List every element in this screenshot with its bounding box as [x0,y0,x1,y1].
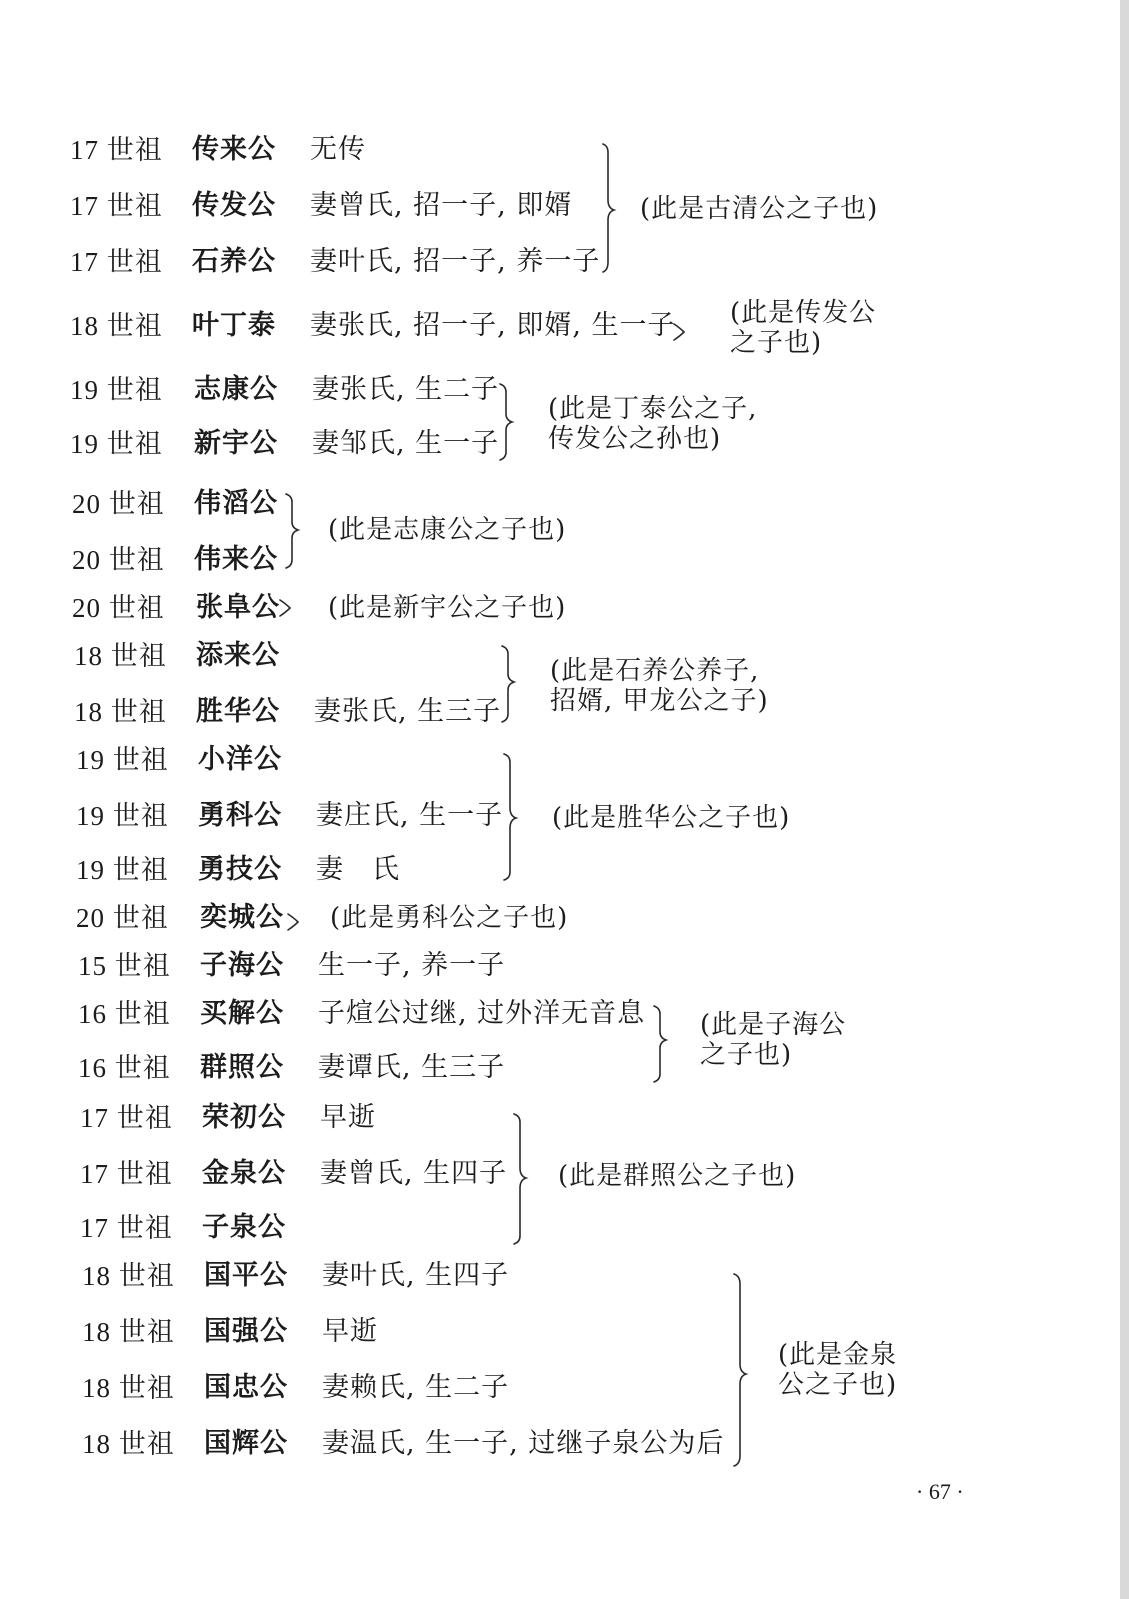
generation-label: 18 世祖 [74,641,167,671]
note [778,1340,897,1400]
generation-label: 16 世祖 [78,999,171,1029]
ancestor-name: 石养公 [192,246,276,277]
generation-label: 20 世祖 [72,593,165,623]
generation-label: 16 世祖 [78,1053,171,1083]
note-line: (此是新宇公之子也) [328,593,567,623]
generation-label: 19 世祖 [70,429,163,459]
row-detail: 妻谭氏, 生三子 [318,1052,506,1083]
row-detail: 妻曾氏, 生四子 [320,1158,508,1189]
note-line: 之子也) [730,328,823,358]
generation-label: 20 世祖 [76,903,169,933]
generation-label: 19 世祖 [76,745,169,775]
generation-label: 18 世祖 [82,1317,175,1347]
ancestor-name: 勇科公 [198,800,282,831]
note [550,656,769,716]
group-brace [654,1006,666,1082]
row-detail: 生一子, 养一子 [318,950,506,981]
generation-label: 15 世祖 [78,951,171,981]
ancestor-name: 小洋公 [198,744,282,775]
note [640,193,878,225]
row-detail: 妻赖氏, 生二子 [322,1372,510,1403]
ancestor-name: 张阜公 [196,592,280,623]
note-line: 招婿, 甲龙公之子) [550,686,769,716]
note [328,514,566,546]
row-detail: 妻叶氏, 生四子 [322,1260,510,1291]
ancestor-name: 子海公 [200,950,284,981]
ancestor-name: 买解公 [200,998,284,1029]
ancestor-name: 新宇公 [194,428,278,459]
group-brace [502,646,514,722]
generation-label: 18 世祖 [74,697,167,727]
note [548,394,757,454]
row-detail: 妻曾氏, 招一子, 即婿 [310,190,573,221]
row-detail: 无传 [310,134,366,165]
note-line: 传发公之孙也) [548,424,722,454]
note [330,902,568,934]
generation-label: 18 世祖 [82,1429,175,1459]
group-brace [286,494,298,568]
note-line: (此是石养公养子, [550,656,760,686]
note-line: 公之子也) [778,1370,898,1400]
note-line: (此是丁泰公之子, [548,394,758,424]
generation-label: 17 世祖 [80,1159,173,1189]
generation-label: 18 世祖 [82,1261,175,1291]
ancestor-name: 伟来公 [194,544,278,575]
note [328,592,566,624]
generation-label: 17 世祖 [70,247,163,277]
row-detail: 妻邹氏, 生一子 [312,428,500,459]
row-detail: 早逝 [320,1102,376,1133]
ancestor-name: 国平公 [204,1260,288,1291]
generation-label: 19 世祖 [76,855,169,885]
ancestor-name: 奕城公 [200,902,284,933]
note-line: (此是勇科公之子也) [330,903,569,933]
note-line: (此是金泉 [778,1340,898,1370]
note [552,802,790,834]
row-detail: 妻温氏, 生一子, 过继子泉公为后 [322,1428,725,1459]
ancestor-name: 群照公 [200,1052,284,1083]
ancestor-name: 伟滔公 [194,488,278,519]
row-detail: 子煊公过继, 过外洋无音息 [318,998,646,1029]
ancestor-name: 国强公 [204,1316,288,1347]
note [700,1010,846,1070]
generation-label: 18 世祖 [82,1373,175,1403]
group-brace [504,754,516,880]
ancestor-name: 胜华公 [196,696,280,727]
ancestor-name: 勇技公 [198,854,282,885]
group-brace [288,914,298,930]
generation-label: 17 世祖 [70,135,163,165]
note-line: (此是古清公之子也) [640,194,879,224]
group-brace [500,384,512,460]
note [558,1160,796,1192]
note-line: 之子也) [700,1040,793,1070]
ancestor-name: 传来公 [192,134,276,165]
generation-label: 17 世祖 [70,191,163,221]
ancestor-name: 子泉公 [202,1212,286,1243]
ancestor-name: 金泉公 [202,1158,286,1189]
generation-label: 20 世祖 [72,545,165,575]
page-number: · 67 · [916,1479,964,1504]
ancestor-name: 添来公 [196,640,280,671]
group-brace [603,144,614,272]
row-detail: 妻叶氏, 招一子, 养一子 [310,246,601,277]
note-line: (此是胜华公之子也) [552,803,791,833]
ancestor-name: 志康公 [194,374,278,405]
row-detail: 妻 氏 [316,854,400,885]
generation-label: 19 世祖 [70,375,163,405]
note-line: (此是志康公之子也) [328,515,567,545]
generation-label: 17 世祖 [80,1213,173,1243]
generation-label: 20 世祖 [72,489,165,519]
row-detail: 妻庄氏, 生一子 [316,800,504,831]
generation-label: 17 世祖 [80,1103,173,1133]
generation-label: 18 世祖 [70,311,163,341]
note-line: (此是子海公 [700,1010,847,1040]
ancestor-name: 国忠公 [204,1372,288,1403]
ancestor-name: 荣初公 [202,1102,286,1133]
ancestor-name: 叶丁泰 [192,310,276,341]
row-detail: 早逝 [322,1316,378,1347]
ancestor-name: 传发公 [192,190,276,221]
note-line: (此是传发公 [730,298,877,328]
ancestor-name: 国辉公 [204,1428,288,1459]
note-line: (此是群照公之子也) [558,1161,797,1191]
row-detail: 妻张氏, 生三子 [314,696,502,727]
group-brace [280,600,290,616]
row-detail: 妻张氏, 招一子, 即婿, 生一子 [310,310,676,341]
group-brace [514,1114,526,1244]
row-detail: 妻张氏, 生二子 [312,374,500,405]
note [730,298,876,358]
group-brace [734,1274,746,1466]
generation-label: 19 世祖 [76,801,169,831]
group-brace [674,324,684,340]
